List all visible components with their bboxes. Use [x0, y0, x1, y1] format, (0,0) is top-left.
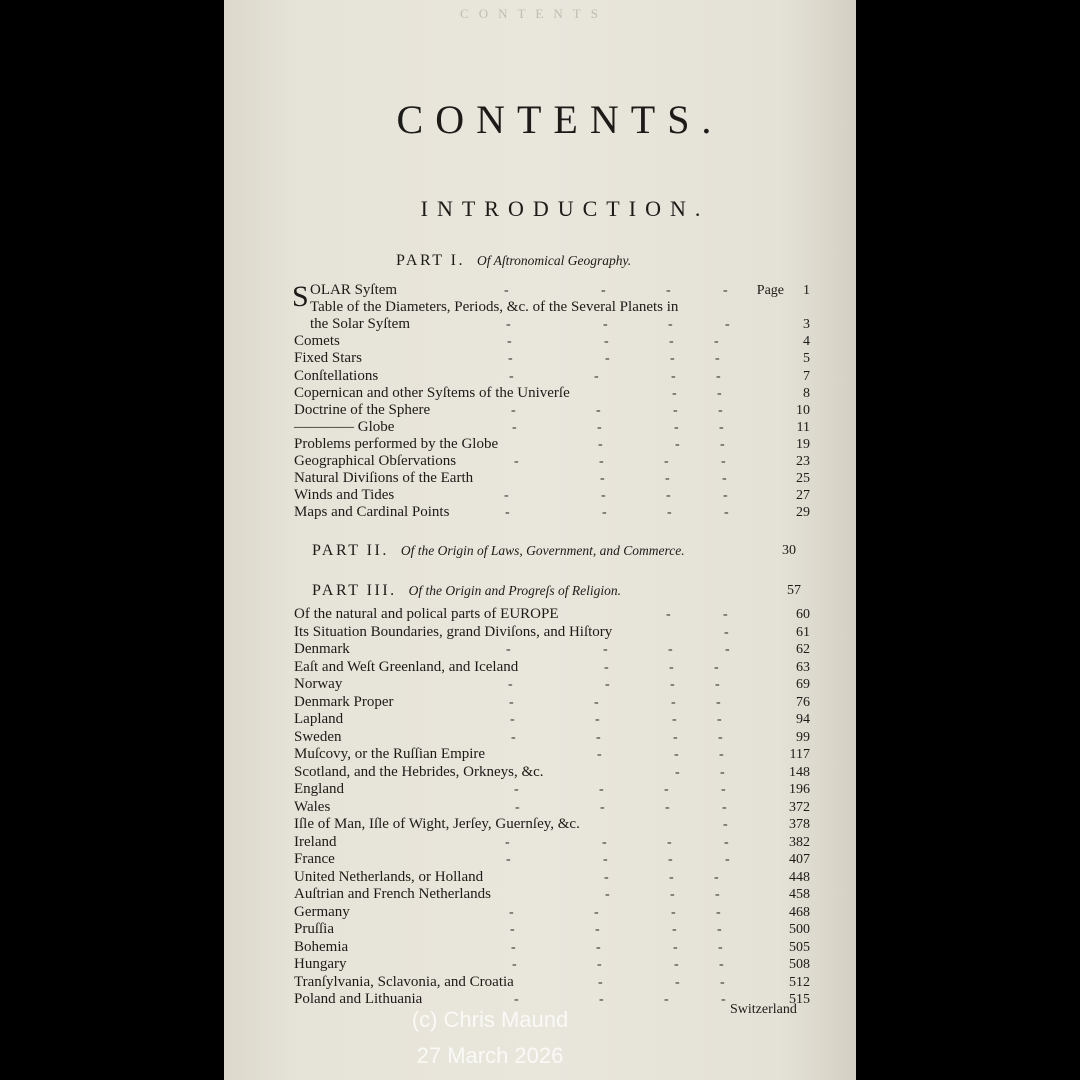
leader-dash: -: [596, 402, 601, 418]
toc-entry: [294, 816, 810, 833]
leader-dash: -: [598, 974, 603, 990]
leader-dash: -: [722, 799, 727, 815]
leader-dash: -: [724, 834, 729, 850]
toc-entry: [294, 504, 810, 521]
entry-title: ———— Globe: [294, 418, 395, 435]
leader-dash: -: [510, 712, 515, 727]
leader-dash: -: [718, 729, 723, 745]
entry-title: Sweden: [294, 728, 342, 745]
entry-title: Scotland, and the Hebrides, Orkneys, &c.: [294, 763, 544, 780]
leader-dash: -: [597, 419, 602, 435]
leader-dash: -: [604, 869, 609, 885]
leader-dash: -: [673, 939, 678, 955]
entry-page: 10: [796, 402, 810, 418]
leader-dash: -: [723, 817, 728, 832]
toc-entry: [294, 764, 810, 781]
leader-dash: -: [505, 505, 510, 521]
entry-page: 512: [789, 974, 810, 990]
leader-dash: -: [604, 659, 609, 675]
entry-title: Winds and Tides: [294, 487, 395, 504]
entry-page: 11: [796, 419, 810, 435]
entry-title: Of the natural and polical parts of EUROPE: [294, 606, 559, 622]
entry-page: 76: [796, 694, 810, 710]
leader-dash: -: [595, 712, 600, 727]
entry-page: 382: [789, 834, 810, 850]
leader-dash: -: [668, 642, 673, 657]
toc-entry: [294, 974, 810, 991]
entry-title: Poland and Lithuania: [294, 991, 423, 1007]
toc-entry: [294, 851, 810, 868]
catchword: Switzerland: [730, 1002, 797, 1017]
leader-dash: -: [511, 729, 516, 745]
entry-title: Hungary: [294, 956, 347, 972]
toc-entry: [294, 282, 810, 299]
leader-dash: -: [605, 351, 610, 367]
entry-title: Doctrine of the Sphere: [294, 401, 431, 418]
leader-dash: -: [605, 677, 610, 692]
entry-page: 468: [789, 904, 810, 920]
leader-dash: -: [604, 334, 609, 350]
leader-dash: -: [601, 283, 606, 298]
leader-dash: -: [514, 992, 519, 1007]
leader-dash: -: [512, 419, 517, 435]
part-page: 30: [782, 543, 796, 558]
leader-dash: -: [597, 747, 602, 762]
leader-dash: -: [667, 505, 672, 521]
leader-dash: -: [672, 712, 677, 727]
leader-dash: -: [598, 436, 603, 452]
leader-dash: -: [595, 922, 600, 937]
leader-dash: -: [717, 922, 722, 937]
leader-dash: -: [509, 904, 514, 920]
leader-dash: -: [602, 505, 607, 521]
entry-page: 4: [803, 334, 810, 350]
leader-dash: -: [665, 471, 670, 487]
entry-page: 508: [789, 957, 810, 972]
toc-entry: [294, 781, 810, 798]
toc-entry: [294, 487, 810, 504]
entry-page: 1: [803, 283, 810, 298]
leader-dash: -: [718, 402, 723, 418]
leader-dash: -: [674, 747, 679, 762]
entry-title: Wales: [294, 798, 331, 815]
leader-dash: -: [673, 402, 678, 418]
leader-dash: -: [725, 317, 730, 333]
leader-dash: -: [508, 351, 513, 367]
toc-entry: [294, 869, 810, 886]
toc-entry: [294, 402, 810, 419]
leader-dash: -: [507, 334, 512, 350]
leader-dash: -: [723, 488, 728, 504]
toc-entry: [294, 939, 810, 956]
leader-dash: -: [719, 747, 724, 762]
part-subtitle: Of Aſtronomical Geography.: [477, 253, 632, 268]
toc-entry: [294, 921, 810, 938]
leader-dash: -: [672, 922, 677, 937]
toc-entry: [294, 316, 810, 333]
toc-entry: [294, 676, 810, 693]
leader-dash: -: [594, 694, 599, 710]
entry-title: Maps and Cardinal Points: [294, 504, 450, 521]
leader-dash: -: [671, 368, 676, 384]
entry-title: Bohemia: [294, 938, 349, 955]
leader-dash: -: [715, 677, 720, 692]
leader-dash: -: [675, 436, 680, 452]
watermark-copyright: (c) Chris Maund: [411, 1007, 569, 1032]
entry-title: Eaſt and Weſt Greenland, and Iceland: [294, 658, 519, 675]
toc-entry: [294, 299, 810, 316]
toc-entry: [294, 694, 810, 711]
entry-title: Table of the Diameters, Periods, &c. of the Several Planets in: [310, 299, 679, 316]
leader-dash: -: [719, 957, 724, 972]
leader-dash: -: [514, 782, 519, 797]
leader-dash: -: [725, 642, 730, 657]
leader-dash: -: [724, 505, 729, 521]
entry-page: 60: [796, 607, 810, 622]
leader-dash: -: [720, 764, 725, 780]
toc-entry: [294, 904, 810, 921]
leader-dash: -: [670, 677, 675, 692]
leader-dash: -: [601, 488, 606, 504]
entry-page: 407: [789, 852, 810, 867]
entry-page: 5: [803, 351, 810, 367]
toc-entry: [294, 834, 810, 851]
page-title: CONTENTS.: [396, 97, 724, 142]
leader-dash: -: [717, 712, 722, 727]
leader-dash: -: [603, 317, 608, 333]
toc-entry: [294, 729, 810, 746]
leader-dash: -: [600, 799, 605, 815]
toc-entry: [294, 368, 810, 385]
part-1-heading: [396, 252, 631, 270]
part-label: PART III.: [312, 582, 397, 599]
leader-dash: -: [514, 454, 519, 469]
leader-dash: -: [509, 694, 514, 710]
toc-entry: [294, 606, 810, 623]
leader-dash: -: [670, 887, 675, 902]
entry-title: Geographical Obſervations: [294, 453, 457, 469]
page-label: Page: [756, 283, 784, 298]
leader-dash: -: [603, 642, 608, 657]
entry-page: 7: [803, 368, 810, 384]
toc-entry: [294, 419, 810, 436]
leader-dash: -: [594, 368, 599, 384]
leader-dash: -: [599, 454, 604, 469]
toc-entry: [294, 956, 810, 973]
leader-dash: -: [600, 471, 605, 487]
entry-title: Norway: [294, 676, 343, 692]
leader-dash: -: [599, 992, 604, 1007]
entry-page: 99: [796, 729, 810, 745]
leader-dash: -: [715, 887, 720, 902]
toc-entry: [294, 641, 810, 658]
leader-dash: -: [723, 283, 728, 298]
entry-page: 23: [796, 454, 810, 469]
leader-dash: -: [666, 607, 671, 622]
leader-dash: -: [665, 799, 670, 815]
entry-page: 378: [789, 817, 810, 832]
entry-title: Natural Diviſions of the Earth: [294, 470, 474, 487]
entry-page: 117: [789, 747, 810, 762]
entry-page: 19: [796, 436, 810, 452]
leader-dash: -: [594, 904, 599, 920]
entry-title: Tranſylvania, Sclavonia, and Croatia: [294, 973, 514, 990]
leader-dash: -: [505, 834, 510, 850]
toc-entry: [294, 624, 810, 641]
entry-page: 29: [796, 505, 810, 521]
entry-page: 515: [789, 992, 810, 1007]
leader-dash: -: [512, 957, 517, 972]
leader-dash: -: [721, 454, 726, 469]
entry-page: 61: [796, 624, 810, 640]
leader-dash: -: [671, 904, 676, 920]
toc-entry: [294, 436, 810, 453]
leader-dash: -: [504, 283, 509, 298]
leader-dash: -: [675, 974, 680, 990]
part-page: 57: [787, 583, 801, 598]
leader-dash: -: [666, 488, 671, 504]
leader-dash: -: [675, 764, 680, 780]
leader-dash: -: [720, 974, 725, 990]
leader-dash: -: [668, 317, 673, 333]
leader-dash: -: [721, 992, 726, 1007]
leader-dash: -: [508, 677, 513, 692]
entry-title: Fixed Stars: [294, 350, 362, 367]
leader-dash: -: [515, 799, 520, 815]
drop-cap: S: [292, 280, 309, 313]
part-subtitle: Of the Origin and Progreſs of Religion.: [408, 583, 622, 598]
leader-dash: -: [716, 368, 721, 384]
leader-dash: -: [716, 904, 721, 920]
leader-dash: -: [667, 834, 672, 850]
leader-dash: -: [714, 659, 719, 675]
leader-dash: -: [722, 471, 727, 487]
leader-dash: -: [673, 729, 678, 745]
entry-title: Pruſſia: [294, 921, 334, 937]
entry-title: Auſtrian and French Netherlands: [294, 886, 492, 902]
entry-title: Its Situation Boundaries, grand Diviſons, and Hiſtory: [294, 623, 613, 640]
leader-dash: -: [509, 368, 514, 384]
entry-page: 500: [789, 922, 810, 937]
leader-dash: -: [723, 607, 728, 622]
entry-title: OLAR Syſtem: [310, 282, 398, 298]
leader-dash: -: [725, 852, 730, 867]
leader-dash: -: [511, 939, 516, 955]
toc-entry: [294, 333, 810, 350]
entry-title: Denmark: [294, 641, 350, 657]
entry-title: Problems performed by the Globe: [294, 435, 499, 452]
leader-dash: -: [506, 642, 511, 657]
entry-title: Lapland: [294, 711, 344, 727]
book-page: [224, 0, 856, 1080]
leader-dash: -: [504, 488, 509, 504]
entry-page: 3: [803, 317, 810, 333]
leader-dash: -: [511, 402, 516, 418]
leader-dash: -: [603, 852, 608, 867]
leader-dash: -: [599, 782, 604, 797]
entry-title: United Netherlands, or Holland: [294, 868, 484, 885]
toc-entry: [294, 886, 810, 903]
leader-dash: -: [510, 922, 515, 937]
leader-dash: -: [716, 694, 721, 710]
part-subtitle: Of the Origin of Laws, Government, and Commerce.: [400, 543, 685, 558]
bleed-through-header: CONTENTS: [460, 6, 608, 21]
part-label: PART I.: [396, 252, 466, 269]
entry-title: Copernican and other Syſtems of the Univerſe: [294, 384, 570, 401]
leader-dash: -: [596, 939, 601, 955]
leader-dash: -: [672, 385, 677, 401]
toc-entry: [294, 659, 810, 676]
leader-dash: -: [605, 887, 610, 902]
leader-dash: -: [714, 334, 719, 350]
leader-dash: -: [669, 869, 674, 885]
entry-title: England: [294, 781, 344, 797]
leader-dash: -: [597, 957, 602, 972]
leader-dash: -: [668, 852, 673, 867]
leader-dash: -: [724, 624, 729, 640]
leader-dash: -: [715, 351, 720, 367]
leader-dash: -: [602, 834, 607, 850]
toc-entry: [294, 470, 810, 487]
toc-entry: [294, 350, 810, 367]
leader-dash: -: [717, 385, 722, 401]
leader-dash: -: [721, 782, 726, 797]
leader-dash: -: [506, 317, 511, 333]
entry-page: 148: [789, 764, 810, 780]
entry-title: Iſle of Man, Iſle of Wight, Jerſey, Guernſey, &c.: [294, 816, 580, 832]
part-2-heading: [312, 542, 796, 560]
entry-page: 27: [796, 488, 810, 504]
watermark-date: 27 March 2026: [416, 1043, 564, 1068]
part-label: PART II.: [312, 542, 389, 559]
toc-entry: [294, 453, 810, 470]
entry-title: Conſtellations: [294, 367, 379, 384]
entry-title: Ireland: [294, 833, 337, 850]
leader-dash: -: [674, 957, 679, 972]
entry-page: 372: [789, 799, 810, 815]
entry-page: 505: [789, 939, 810, 955]
entry-page: 8: [803, 385, 810, 401]
leader-dash: -: [596, 729, 601, 745]
toc-entry: [294, 746, 810, 763]
leader-dash: -: [674, 419, 679, 435]
leader-dash: -: [664, 992, 669, 1007]
leader-dash: -: [714, 869, 719, 885]
toc-entry: [294, 711, 810, 728]
entry-title: Denmark Proper: [294, 693, 394, 710]
entry-title: Comets: [294, 333, 340, 350]
leader-dash: -: [671, 694, 676, 710]
entry-page: 94: [796, 712, 810, 727]
entry-title: the Solar Syſtem: [310, 316, 410, 333]
leader-dash: -: [666, 283, 671, 298]
leader-dash: -: [719, 419, 724, 435]
entry-page: 458: [789, 887, 810, 902]
leader-dash: -: [669, 334, 674, 350]
leader-dash: -: [669, 659, 674, 675]
entry-page: 448: [789, 869, 810, 885]
leader-dash: -: [718, 939, 723, 955]
entry-title: Muſcovy, or the Ruſſian Empire: [294, 746, 486, 762]
entry-page: 63: [796, 659, 810, 675]
entry-page: 69: [796, 677, 810, 692]
leader-dash: -: [664, 782, 669, 797]
toc-entry: [294, 799, 810, 816]
entry-page: 62: [796, 642, 810, 657]
toc-entry: [294, 385, 810, 402]
leader-dash: -: [506, 852, 511, 867]
part-3-heading: [312, 582, 801, 600]
leader-dash: -: [670, 351, 675, 367]
entry-title: Germany: [294, 903, 350, 920]
leader-dash: -: [720, 436, 725, 452]
leader-dash: -: [664, 454, 669, 469]
entry-page: 196: [789, 782, 810, 797]
entry-title: France: [294, 851, 335, 867]
entry-page: 25: [796, 471, 810, 487]
section-heading: INTRODUCTION.: [420, 196, 710, 221]
